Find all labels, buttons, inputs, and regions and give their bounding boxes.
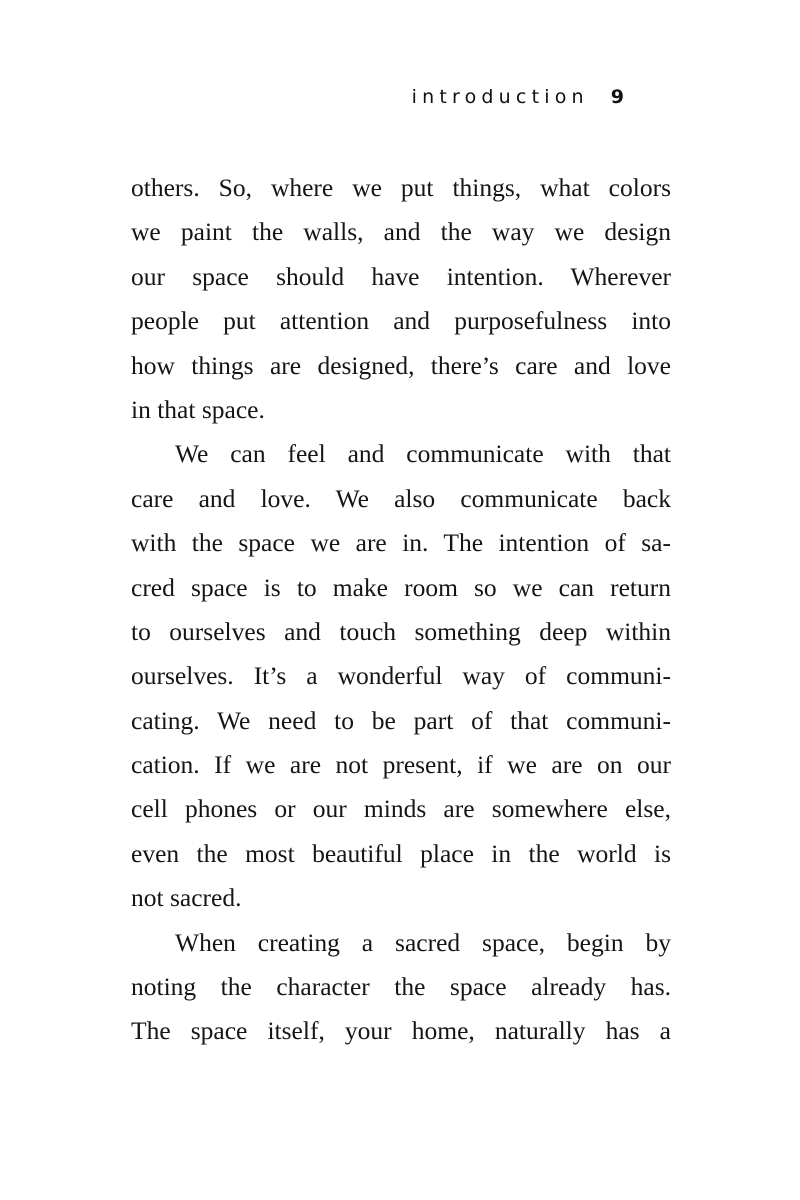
text-line: cation. If we are not present, if we are on our <box>131 750 671 780</box>
paragraph <box>131 166 671 432</box>
text-line: cell phones or our minds are somewhere else, <box>131 794 671 824</box>
page-number: 9 <box>610 86 624 108</box>
body-text <box>131 166 671 1054</box>
text-line: care and love. We also communicate back <box>131 483 671 513</box>
text-line: noting the character the space already has. <box>131 972 671 1002</box>
text-line: cred space is to make room so we can return <box>131 572 671 602</box>
text-line: to ourselves and touch something deep within <box>131 616 671 646</box>
text-line: how things are designed, there’s care and love <box>131 350 671 380</box>
text-line: even the most beautiful place in the world is <box>131 838 671 868</box>
text-line: with the space we are in. The intention of sa- <box>131 528 671 558</box>
paragraph <box>131 921 671 1054</box>
text-line: ourselves. It’s a wonderful way of communi- <box>131 661 671 691</box>
text-line: we paint the walls, and the way we design <box>131 217 671 247</box>
text-line: others. So, where we put things, what colors <box>131 173 671 202</box>
paragraph <box>131 432 671 920</box>
text-line: not sacred. <box>131 883 242 913</box>
text-line: The space itself, your home, naturally has a <box>131 1016 671 1046</box>
text-line: our space should have intention. Wherever <box>131 261 671 291</box>
text-line: people put attention and purposefulness into <box>131 306 671 336</box>
section-title: introduction <box>411 86 589 108</box>
text-line: When creating a sacred space, begin by <box>175 927 671 957</box>
text-line: We can feel and communicate with that <box>175 439 671 469</box>
text-line: cating. We need to be part of that communi- <box>131 705 671 735</box>
text-line: in that space. <box>131 394 265 424</box>
running-head <box>0 86 624 108</box>
